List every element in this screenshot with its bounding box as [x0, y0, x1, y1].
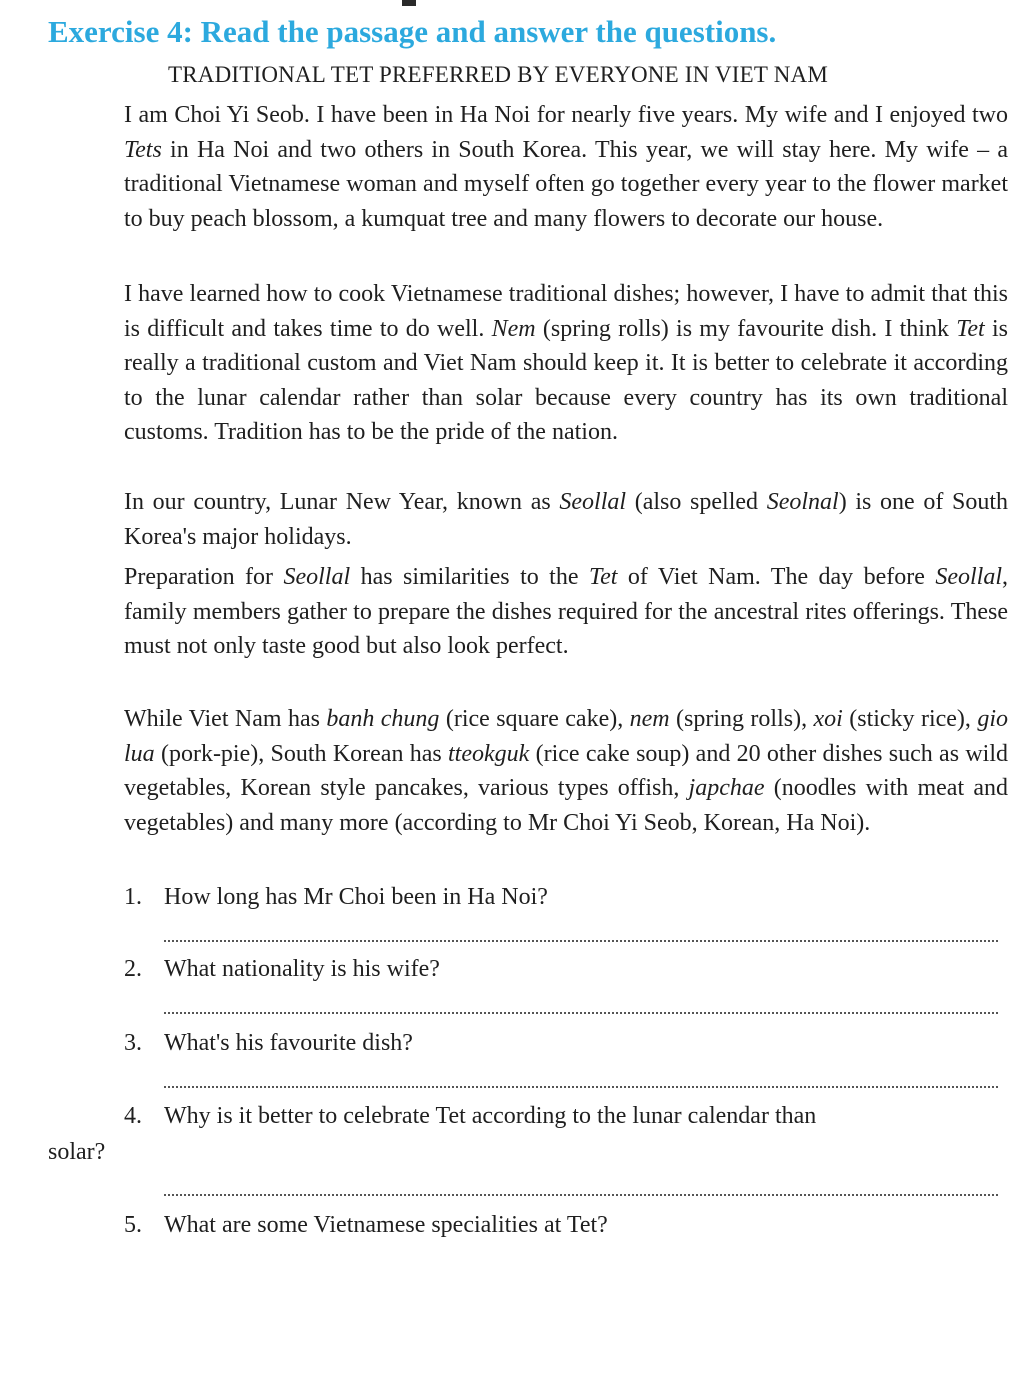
question-1: [124, 880, 1008, 914]
question-4-continuation: solar?: [48, 1139, 106, 1165]
question-number: 1.: [124, 884, 142, 910]
question-number: 3.: [124, 1030, 142, 1056]
answer-line-1[interactable]: [164, 940, 998, 942]
answer-line-3[interactable]: [164, 1086, 998, 1088]
question-number: 2.: [124, 956, 142, 982]
paragraph-1: I am Choi Yi Seob. I have been in Ha Noi for nearly five years. My wife and I enjoyed two Tets in Ha Noi and two others in South Korea. This year, we will stay here. My wife – a traditional Vietnamese woman and myself often go together every year to the flower market to buy peach blossom, a kumquat tree and many flowers to decorate our house.: [124, 102, 1008, 232]
question-number: 5.: [124, 1212, 142, 1238]
question-2: [124, 952, 1008, 986]
page-edge-mark: [402, 0, 416, 6]
question-4: [124, 1099, 1008, 1133]
question-text: What nationality is his wife?: [164, 956, 440, 982]
question-text: Why is it better to celebrate Tet according to the lunar calendar than: [164, 1103, 817, 1129]
answer-line-2[interactable]: [164, 1012, 998, 1014]
question-5: [124, 1208, 1008, 1242]
answer-line-4[interactable]: [164, 1194, 998, 1196]
question-text: How long has Mr Choi been in Ha Noi?: [164, 884, 548, 910]
exercise-title: Exercise 4: Read the passage and answer the questions.: [48, 14, 777, 49]
paragraph-5: While Viet Nam has banh chung (rice square cake), nem (spring rolls), xoi (sticky rice), gio lua (pork-pie), South Korean has tteokguk (rice cake soup) and 20 other dishes such as wild vegetables, Korean style pancakes, various types offish, japchae (noodles with meat and vegetables) and many more (according to Mr Choi Yi Seob, Korean, Ha Noi).: [124, 706, 1009, 836]
paragraph-2: I have learned how to cook Vietnamese traditional dishes; however, I have to admit that this is difficult and takes time to do well. Nem (spring rolls) is my favourite dish. I think Tet is really a traditional custom and Viet Nam should keep it. It is better to celebrate it according to the lunar calendar rather than solar because every country has its own traditional customs. Tradition has to be the pride of the nation.: [124, 281, 1008, 446]
question-text: What are some Vietnamese specialities at Tet?: [164, 1212, 608, 1238]
passage-title: TRADITIONAL TET PREFERRED BY EVERYONE IN VIET NAM: [168, 62, 828, 87]
question-3: [124, 1026, 1008, 1060]
question-text: What's his favourite dish?: [164, 1030, 413, 1056]
paragraph-3: In our country, Lunar New Year, known as Seollal (also spelled Seolnal) is one of South Korea's major holidays.: [124, 489, 1009, 550]
paragraph-4: Preparation for Seollal has similarities to the Tet of Viet Nam. The day before Seollal, family members gather to prepare the dishes required for the ancestral rites offerings. These must not only taste good but also look perfect.: [124, 564, 1008, 660]
question-number: 4.: [124, 1103, 142, 1129]
